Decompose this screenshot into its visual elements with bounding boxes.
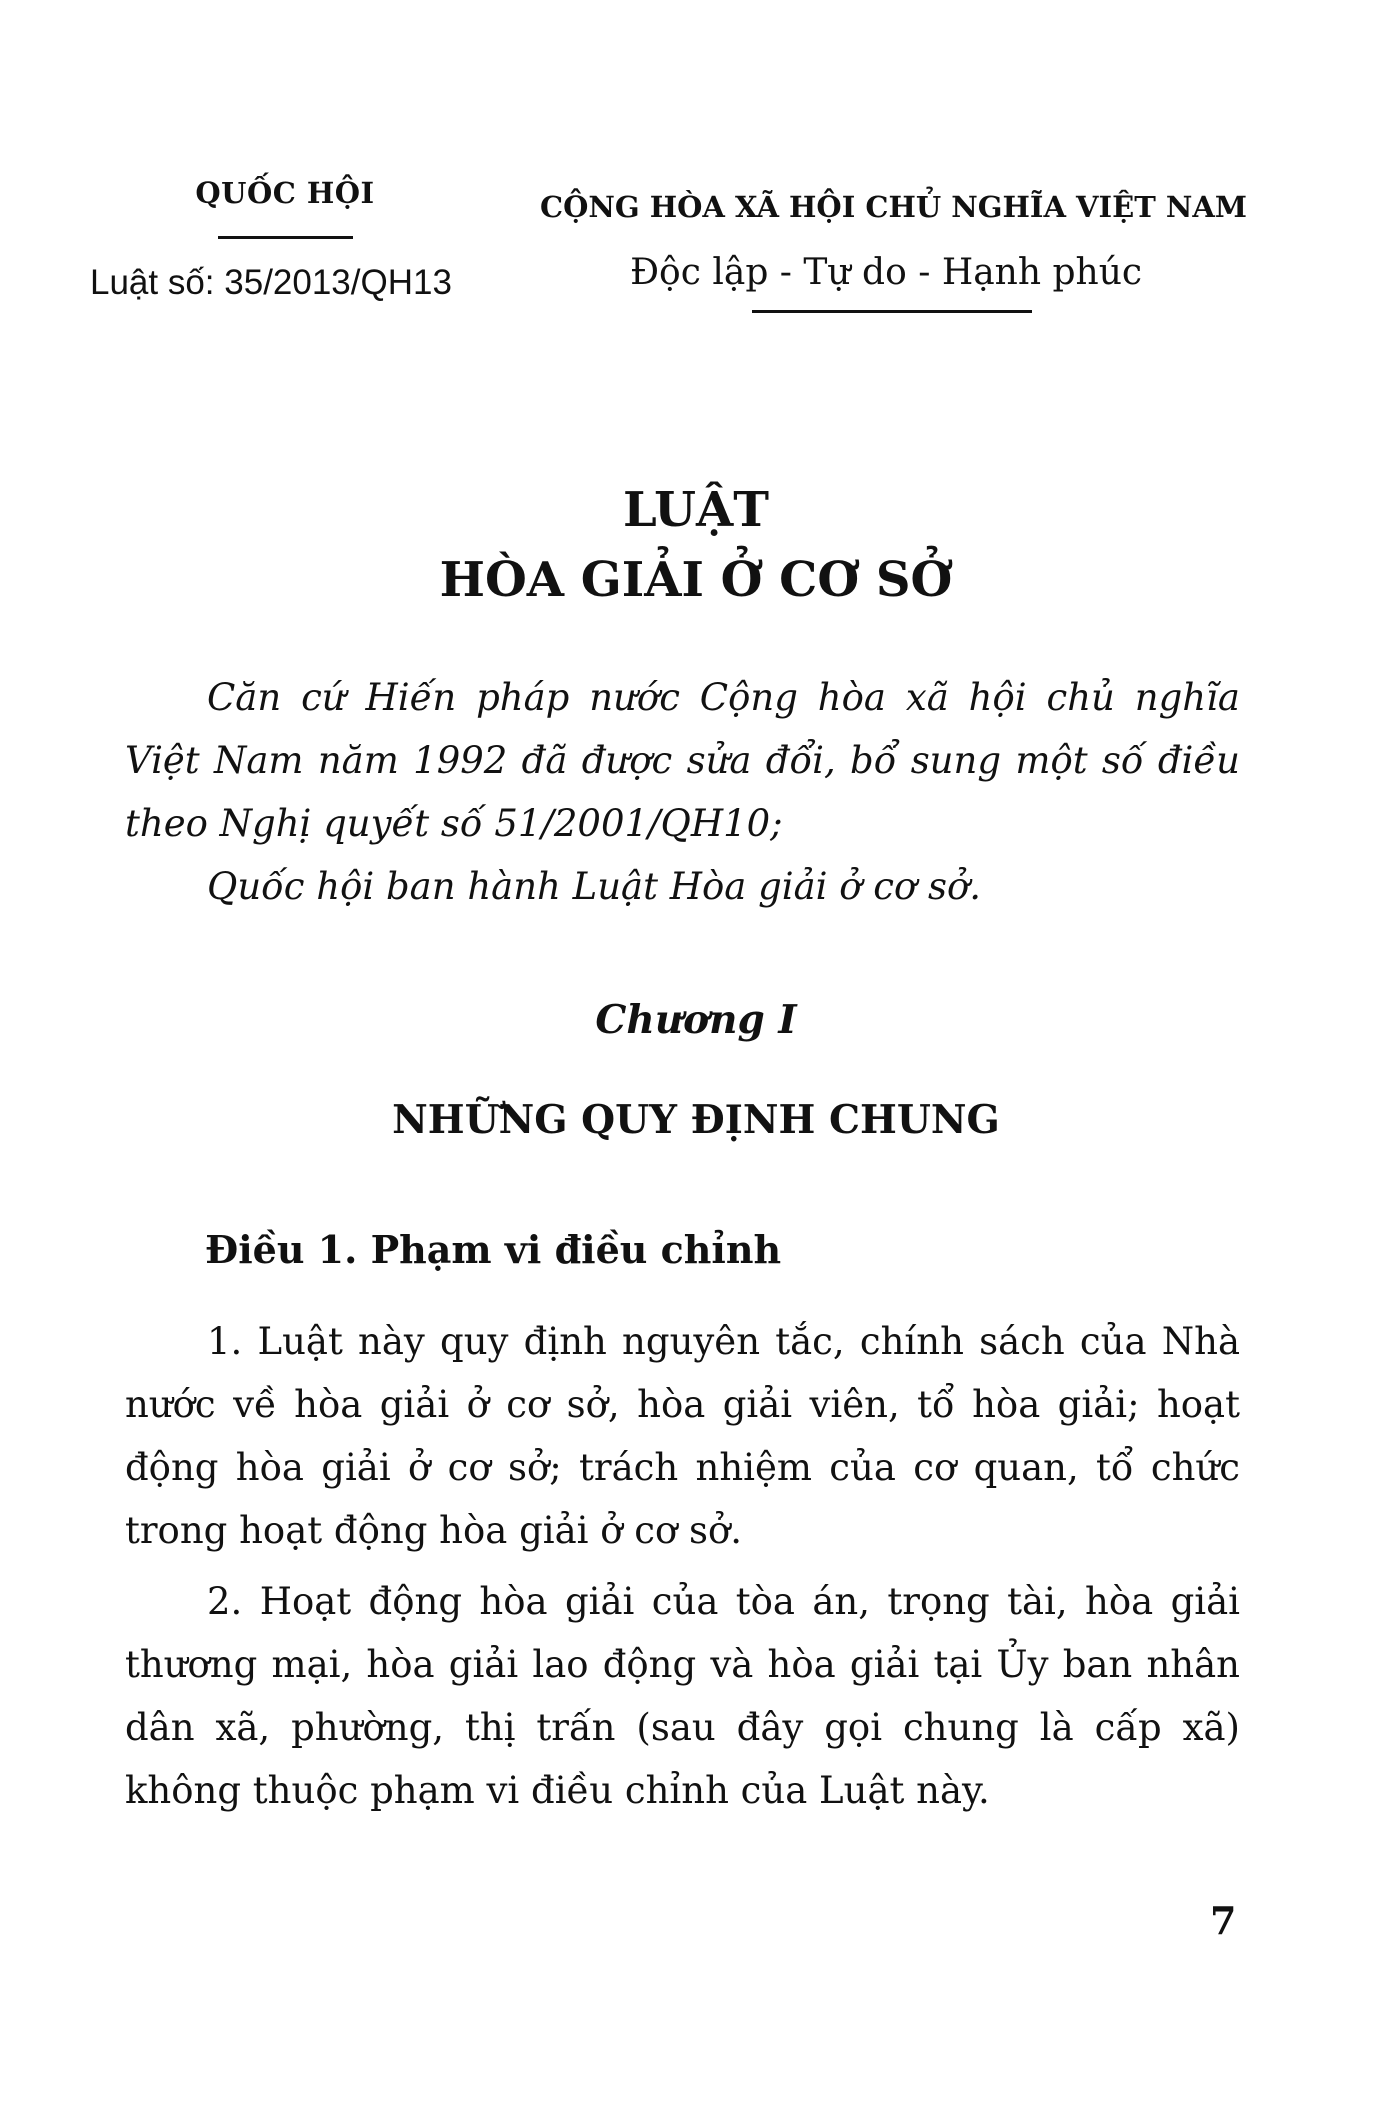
chapter-name: NHỮNG QUY ĐỊNH CHUNG [392, 1097, 1000, 1143]
chapter-label: Chương I [595, 997, 797, 1043]
article-1-clause-2 [125, 1570, 1240, 1822]
preamble-text-2: Quốc hội ban hành Luật Hòa giải ở cơ sở. [207, 865, 982, 908]
clause-1-text: 1. Luật này quy định nguyên tắc, chính sách của Nhà nước về hòa giải ở cơ sở, hòa giải viên, tổ hòa giải; hoạt động hòa giải ở cơ sở; trách nhiệm của cơ quan, tổ chức trong hoạt động hòa giải ở cơ sở. [125, 1320, 1240, 1552]
national-title: CỘNG HÒA XÃ HỘI CHỦ NGHĨA VIỆT NAM [540, 190, 1248, 224]
article-1-clause-1 [125, 1310, 1240, 1562]
law-title-line2: HÒA GIẢI Ở CƠ SỞ [439, 552, 953, 608]
preamble-text-1: Căn cứ Hiến pháp nước Cộng hòa xã hội chủ nghĩa Việt Nam năm 1992 đã được sửa đổi, bổ sung một số điều theo Nghị quyết số 51/2001/QH10; [125, 676, 1240, 845]
preamble-paragraph-1 [125, 666, 1240, 855]
motto-underline [752, 310, 1032, 313]
article-1-heading: Điều 1. Phạm vi điều chỉnh [205, 1227, 782, 1272]
clause-2-text: 2. Hoạt động hòa giải của tòa án, trọng tài, hòa giải thương mại, hòa giải lao động và hòa giải tại Ủy ban nhân dân xã, phường, thị trấn (sau đây gọi chung là cấp xã) không thuộc phạm vi điều chỉnh của Luật này. [125, 1580, 1240, 1812]
preamble-paragraph-2 [125, 855, 1240, 918]
page-number: 7 [1210, 1898, 1237, 1943]
national-motto: Độc lập - Tự do - Hạnh phúc [630, 252, 1143, 293]
law-title-line1: LUẬT [623, 482, 769, 538]
law-number: Luật số: 35/2013/QH13 [90, 263, 452, 302]
issuer-underline [218, 236, 353, 239]
issuer-name: QUỐC HỘI [195, 176, 375, 210]
